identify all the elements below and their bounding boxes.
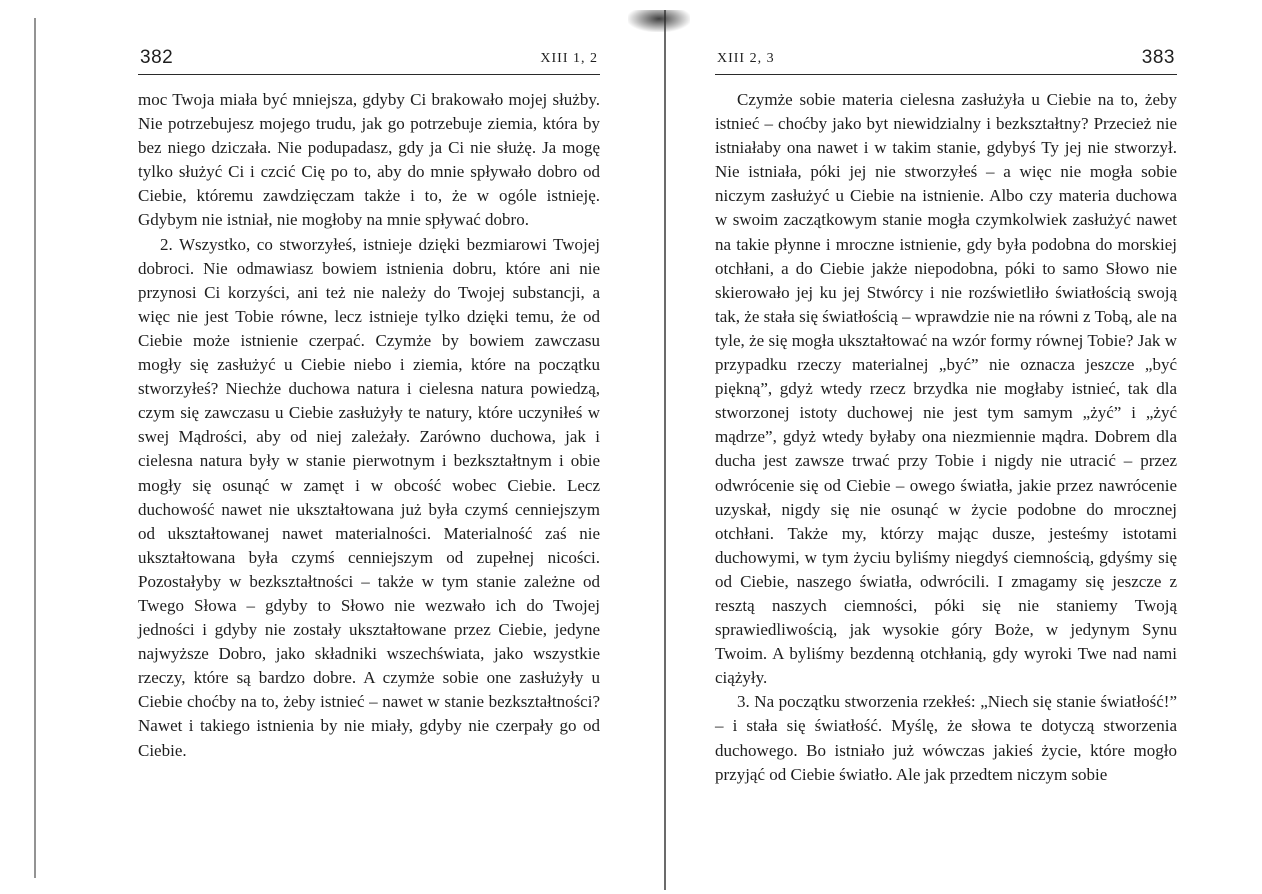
running-head: XIII 1, 2 <box>540 51 598 66</box>
page-number: 382 <box>140 47 174 68</box>
page-number: 383 <box>1141 47 1175 68</box>
running-head: XIII 2, 3 <box>717 51 775 66</box>
left-page <box>138 40 600 763</box>
gutter-fold <box>664 10 666 890</box>
paragraph: Czymże sobie materia cielesna zasłużyła u Ciebie na to, żeby istnieć – choćby jako byt niewidzialny i bezkształtny? Przecież nie istniałaby ona nawet i w takim stanie, gdybyś Ty jej nie stworzył. Nie istniała, póki jej nie stworzyłeś – a więc nie mogła sobie niczym zasłużyć u Ciebie na istnienie. Albo czy materia duchowa w swoim zaczątkowym stanie mogła czymkolwiek zasłużyć nawet na takie płynne i mroczne istnienie, gdy była podobna do morskiej otchłani, a do Ciebie jakże niepodobna, póki to samo Słowo nie skierowało jej ku jej Stwórcy i nie rozświetliło światłością swoją tak, że stała się światłością – wprawdzie nie na równi z Tobą, ale na tyle, że się mogła ukształtować na wzór formy równej Tobie? Jak w przypadku rzeczy materialnej „być” nie oznacza jeszcze „być piękną”, gdyż wtedy rzecz brzydka nie mogłaby istnieć, tak dla stworzonej istoty duchowej nie jest tym samym „żyć” i „żyć mądrze”, gdyż wtedy byłaby ona niezmiennie mądra. Dobrem dla ducha jest zawsze trwać przy Tobie i nigdy nie utracić – przez odwrócenie się od Ciebie – owego światła, jakie przez nawrócenie uzyskał, nigdy się nie osunąć w życie podobne do mrocznej otchłani. Także my, którzy mając dusze, jesteśmy istotami duchowymi, w tym życiu byliśmy niegdyś ciemnością, gdyśmy się od Ciebie, naszego światła, odwrócili. I zmagamy się jeszcze z resztą naszych ciemności, póki się nie staniemy Twoją sprawiedliwością, jak wysokie góry Boże, w jedynym Synu Twoim. A byliśmy bezdenną otchłanią, gdy wyroki Twe nad nami ciążyły. <box>715 90 1177 688</box>
right-page-body <box>715 88 1177 787</box>
left-page-body <box>138 88 600 763</box>
right-page-header <box>715 40 1177 75</box>
left-page-header <box>138 40 600 75</box>
right-page <box>715 40 1177 787</box>
paragraph: moc Twoja miała być mniejsza, gdyby Ci brakowało mojej służby. Nie potrzebujesz mojego trudu, jak go potrzebuje ziemia, która by bez niego dziczała. Nie podupadasz, gdy ja Ci nie służę. Ja mogę tylko służyć Ci i czcić Cię po to, aby do mnie spływało dobro od Ciebie, któremu zawdzięczam także i to, że w ogóle istnieję. Gdybym nie istniał, nie mogłoby na mnie spływać dobro. <box>138 90 600 230</box>
page-edge-line <box>34 18 36 878</box>
paragraph: 2. Wszystko, co stworzyłeś, istnieje dzięki bezmiarowi Twojej dobroci. Nie odmawiasz bowiem istnienia dobru, które ani nie przynosi Ci korzyści, ani też nie należy do Twojej substancji, a więc nie jest Tobie równe, lecz istnieje tylko dzięki temu, że od Ciebie może istnienie czerpać. Czymże by bowiem zawczasu mogły się zasłużyć u Ciebie niebo i ziemia, które na początku stworzyłeś? Niechże duchowa natura i cielesna natura powiedzą, czym się zawczasu u Ciebie zasłużyły te natury, które uczyniłeś w swej Mądrości, aby od niej zależały. Zarówno duchowa, jak i cielesna natura były w stanie pierwotnym i bezkształtnym i obie mogły się osunąć w zamęt i w obcość wobec Ciebie. Lecz duchowość nawet nie ukształtowana już była czymś cenniejszym od ukształtowanej nawet materialności. Materialność zaś nie ukształtowana była czymś cenniejszym od zupełnej nicości. Pozostałyby w bezkształtności – także w tym stanie zależne od Twego Słowa – gdyby to Słowo nie wezwało ich do Twojej jedności i gdyby nie zostały ukształtowane przez Ciebie, jedyne najwyższe Dobro, jako składniki wszechświata, jako wszystkie rzeczy, które są bardzo dobre. A czymże sobie one zasłużyły u Ciebie choćby na to, żeby istnieć – nawet w stanie bezkształtności? Nawet i takiego istnienia by nie miały, gdyby nie czerpały go od Ciebie. <box>138 234 600 760</box>
paragraph: 3. Na początku stworzenia rzekłeś: „Niech się stanie światłość!” – i stała się światłość. Myślę, że słowa te dotyczą stworzenia duchowego. Bo istniało już wówczas jakieś życie, które mogło przyjąć od Ciebie światło. Ale jak przedtem niczym sobie <box>715 692 1177 784</box>
gutter-shadow <box>628 10 690 32</box>
